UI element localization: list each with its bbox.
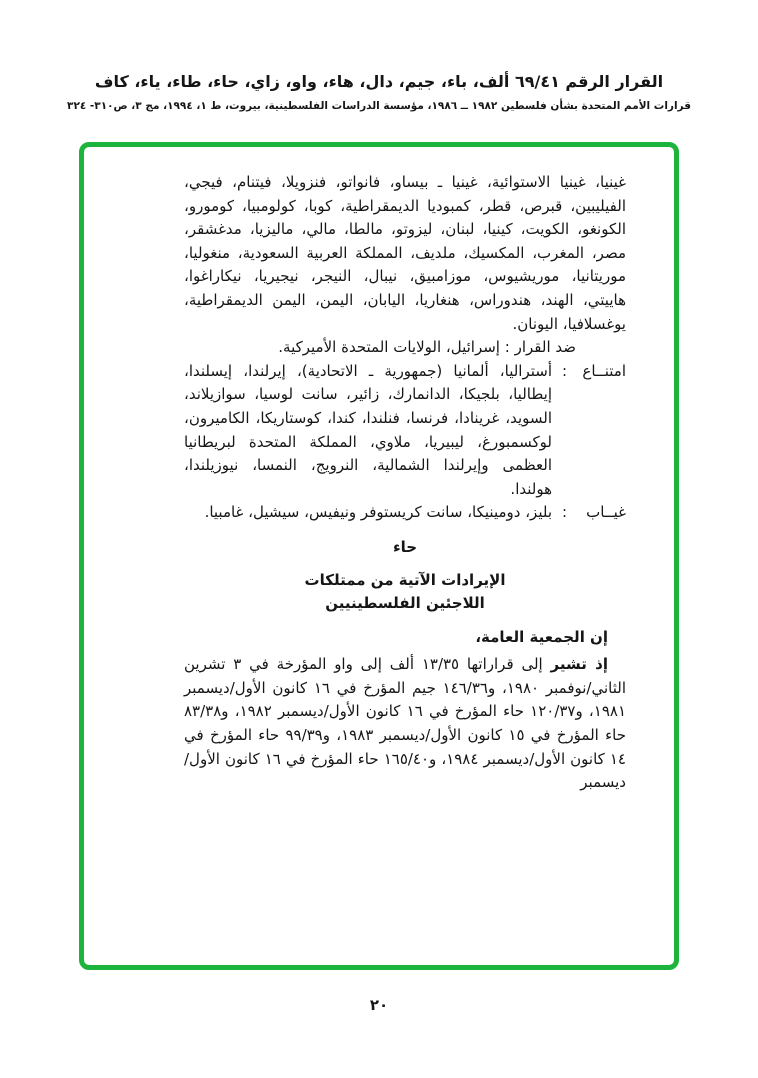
label-gap <box>552 501 562 525</box>
vote-abstain-label <box>562 360 626 502</box>
vote-against-row <box>184 336 626 360</box>
vote-against-colon: : <box>504 338 510 357</box>
preamble-lead-phrase: إذ تشير <box>550 655 608 674</box>
vote-absent-colon: : <box>562 503 568 522</box>
vote-against-label: ضد القرار <box>514 338 576 357</box>
vote-abstain-row <box>184 360 626 502</box>
section-letter-heading: حاء <box>392 537 418 556</box>
vote-abstain-label-text: امتنــاع <box>582 361 626 380</box>
resolution-title: القرار الرقم ٦٩/٤١ ألف، باء، جيم، دال، هاء، واو، زاي، حاء، طاء، ياء، كاف <box>94 72 664 91</box>
vote-absent-row <box>184 501 626 525</box>
page-number: ٢٠ <box>369 996 389 1014</box>
vote-for-country-list: غينيا، غينيا الاستوائية، غينيا ـ بيساو، فانواتو، فنزويلا، فيتنام، فيجي، الفيليبين، قبرص، قطر، كمبوديا الديمقراطية، كوبا، كولومبيا، كومورو، الكونغو، الكويت، كينيا، لبنان، ليزوتو، مالطا، مالي، ماليزيا، مدغشقر، مصر، المغرب، المكسيك، ملديف، المملكة العربية السعودية، منغوليا، موريتانيا، موريشيوس، موزامبيق، نيبال، النيجر، نيجيريا، نيكاراغوا، هاييتي، الهند، هندوراس، هنغاريا، اليابان، اليمن، اليمن الديمقراطية، يوغسلافيا، اليونان. <box>184 173 626 333</box>
vote-absent-country-list: بليز، دومينيكا، سانت كريستوفر ونيفيس، سيشيل، غامبيا. <box>204 503 552 522</box>
section-title-line2: اللاجئين الفلسطينيين <box>325 594 485 613</box>
resolution-body <box>84 147 674 965</box>
section-title-line1: الإيرادات الآتية من ممتلكات <box>304 570 506 589</box>
preamble-paragraph <box>184 653 626 795</box>
document-header <box>0 72 758 112</box>
highlight-border-box <box>79 142 679 970</box>
source-citation: قرارات الأمم المتحدة بشأن فلسطين ١٩٨٢ ــ ١٩٨٦، مؤسسة الدراسات الفلسطينية، بيروت، ط ١، ١٩٩٤، مج ٣، ص٣١٠- ٣٢٤ <box>67 100 691 112</box>
vote-abstain-country-list: أستراليا، ألمانيا (جمهورية ـ الاتحادية)، إيرلندا، إيسلندا، إيطاليا، بلجيكا، الدانمارك، زائير، سانت لوسيا، سوازيلاند، السويد، غرينادا، فرنسا، فنلندا، كندا، كوستاريكا، الكاميرون، لوكسمبورغ، ليبيريا، ملاوي، المملكة المتحدة لبريطانيا العظمى وإيرلندا الشمالية، النرويج، النمسا، نيوزيلندا، هولندا. <box>184 361 552 498</box>
preamble-body-text: إلى قراراتها ١٣/٣٥ ألف إلى واو المؤرخة في ٣ تشرين الثاني/نوفمبر ١٩٨٠، و١٤٦/٣٦ جيم المؤرخ في ١٦ كانون الأول/ديسمبر ١٩٨١، و١٢٠/٣٧ حاء المؤرخ في ١٦ كانون الأول/ديسمبر ١٩٨٢، و٨٣/٣٨ حاء المؤرخ في ١٥ كانون الأول/ديسمبر ١٩٨٣، و٩٩/٣٩ حاء المؤرخ في ١٤ كانون الأول/ديسمبر ١٩٨٤، و١٦٥/٤٠ حاء المؤرخ في ١٦ كانون الأول/ديسمبر <box>184 655 627 792</box>
vote-against-country-list: إسرائيل، الولايات المتحدة الأميركية. <box>278 338 500 357</box>
preamble-intro: إن الجمعية العامة، <box>475 627 608 646</box>
vote-abstain-colon: : <box>562 361 568 380</box>
vote-absent-label-text: غيــاب <box>586 503 626 522</box>
vote-absent-label <box>562 501 626 525</box>
label-gap <box>552 360 562 502</box>
